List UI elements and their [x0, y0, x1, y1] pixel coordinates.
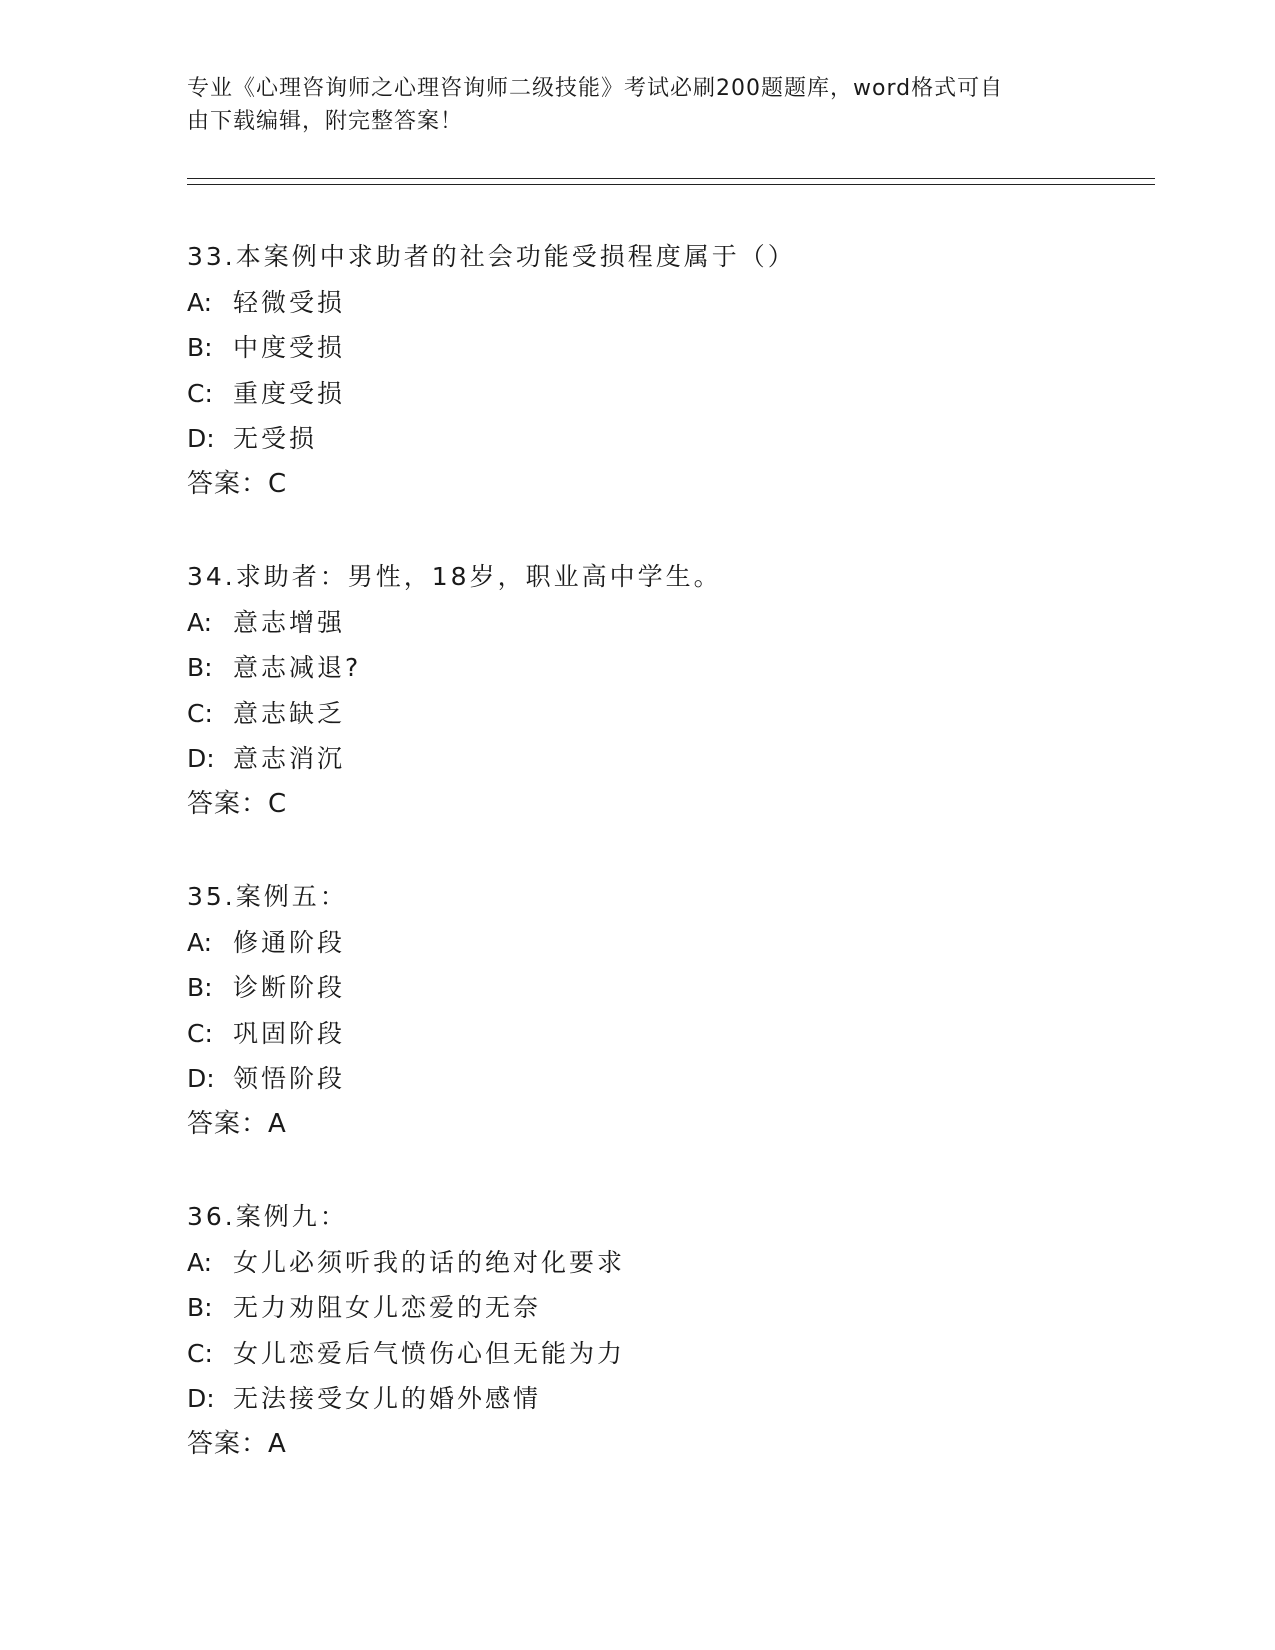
- option-label: C:: [187, 698, 213, 728]
- option-label: C:: [187, 378, 213, 408]
- option-b: [187, 1285, 1147, 1331]
- option-text: 意志减退?: [233, 653, 362, 683]
- option-label: A:: [187, 1247, 213, 1277]
- option-d: [187, 1056, 1147, 1102]
- question-36: [187, 1194, 1147, 1514]
- option-a: [187, 920, 1147, 966]
- option-label: D:: [187, 1064, 215, 1094]
- option-b: [187, 645, 1147, 691]
- option-text: 中度受损: [233, 333, 346, 363]
- option-label: C:: [187, 1338, 213, 1368]
- answer: 答案：A: [187, 1428, 287, 1459]
- option-b: [187, 965, 1147, 1011]
- header-line-2: 由下载编辑，附完整答案！: [187, 109, 464, 134]
- option-text: 修通阶段: [233, 927, 346, 957]
- option-label: B:: [187, 1293, 213, 1323]
- question-33: [187, 234, 1147, 554]
- option-label: D:: [187, 424, 215, 454]
- option-d: [187, 736, 1147, 782]
- question-stem: 33.本案例中求助者的社会功能受损程度属于（）: [187, 242, 796, 271]
- option-text: 无受损: [233, 424, 318, 454]
- document-header: [187, 72, 1067, 138]
- answer: 答案：C: [187, 788, 288, 819]
- option-text: 无力劝阻女儿恋爱的无奈: [233, 1293, 542, 1323]
- question-stem: 34.求助者：男性，18岁，职业高中学生。: [187, 562, 722, 591]
- option-label: A:: [187, 607, 213, 637]
- question-34: [187, 554, 1147, 874]
- question-stem: 36.案例九：: [187, 1202, 348, 1231]
- option-c: [187, 1011, 1147, 1057]
- option-text: 重度受损: [233, 378, 346, 408]
- option-d: [187, 416, 1147, 462]
- option-text: 巩固阶段: [233, 1018, 346, 1048]
- option-c: [187, 1331, 1147, 1377]
- option-text: 意志增强: [233, 607, 346, 637]
- option-c: [187, 691, 1147, 737]
- answer: 答案：C: [187, 468, 288, 499]
- option-label: A:: [187, 287, 213, 317]
- option-label: B:: [187, 333, 213, 363]
- option-text: 意志消沉: [233, 744, 346, 774]
- option-b: [187, 325, 1147, 371]
- option-text: 无法接受女儿的婚外感情: [233, 1384, 542, 1414]
- option-label: B:: [187, 973, 213, 1003]
- option-text: 女儿必须听我的话的绝对化要求: [233, 1247, 626, 1277]
- option-d: [187, 1376, 1147, 1422]
- option-text: 轻微受损: [233, 287, 346, 317]
- option-label: A:: [187, 927, 213, 957]
- question-35: [187, 874, 1147, 1194]
- option-a: [187, 1240, 1147, 1286]
- option-text: 领悟阶段: [233, 1064, 346, 1094]
- option-label: D:: [187, 1384, 215, 1414]
- header-divider-bottom: [187, 184, 1155, 185]
- option-c: [187, 371, 1147, 417]
- option-a: [187, 280, 1147, 326]
- option-text: 意志缺乏: [233, 698, 346, 728]
- option-label: C:: [187, 1018, 213, 1048]
- answer: 答案：A: [187, 1108, 287, 1139]
- question-stem: 35.案例五：: [187, 882, 348, 911]
- question-list: [187, 234, 1147, 1514]
- option-text: 女儿恋爱后气愤伤心但无能为力: [233, 1338, 626, 1368]
- option-a: [187, 600, 1147, 646]
- header-line-1: 专业《心理咨询师之心理咨询师二级技能》考试必刷200题题库，word格式可自: [187, 76, 1004, 101]
- option-label: D:: [187, 744, 215, 774]
- option-label: B:: [187, 653, 213, 683]
- option-text: 诊断阶段: [233, 973, 346, 1003]
- header-divider-top: [187, 178, 1155, 179]
